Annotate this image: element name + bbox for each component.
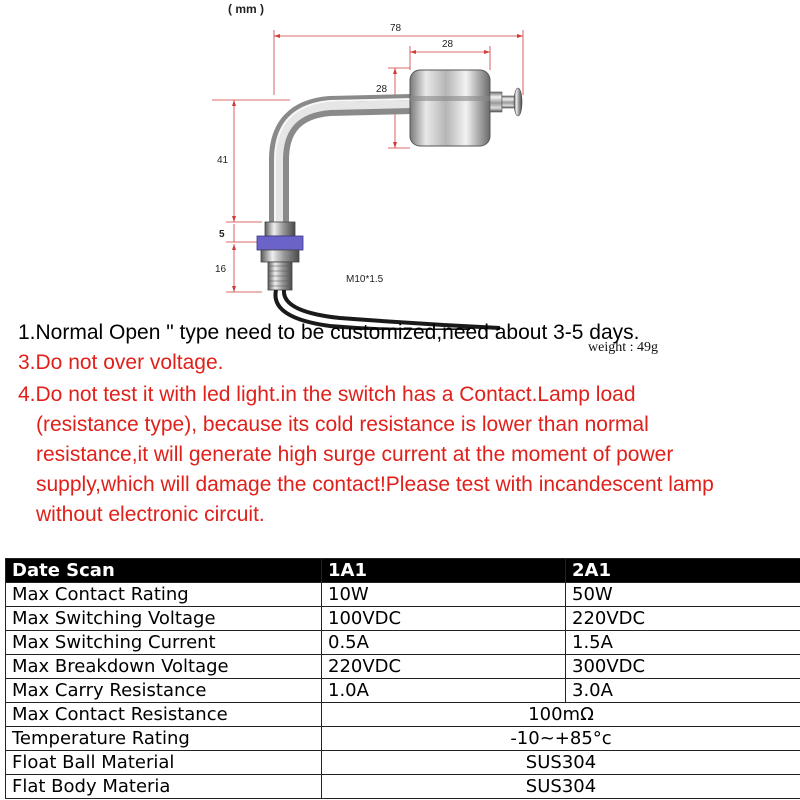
dim-total-length: 78 bbox=[390, 23, 402, 34]
cell-2a1: 1.5A bbox=[566, 631, 800, 655]
cell-2a1: 50W bbox=[566, 583, 800, 607]
cell-2a1: 220VDC bbox=[566, 607, 800, 631]
cell-1a1: 10W bbox=[322, 583, 566, 607]
row-label: Max Contact Resistance bbox=[6, 703, 322, 727]
note-line-7: without electronic circuit. bbox=[36, 503, 265, 526]
unit-label: ( mm ) bbox=[228, 2, 264, 16]
row-label: Max Carry Resistance bbox=[6, 679, 322, 703]
row-label: Max Switching Current bbox=[6, 631, 322, 655]
row-label: Max Switching Voltage bbox=[6, 607, 322, 631]
table-row bbox=[6, 727, 800, 751]
table-header-row bbox=[6, 559, 800, 583]
note-line-1: 1.Normal Open " type need to be customized,need about 3-5 days. bbox=[18, 321, 640, 344]
cell-1a1: 100VDC bbox=[322, 607, 566, 631]
cell-2a1: 3.0A bbox=[566, 679, 800, 703]
dim-gap: 5 bbox=[219, 229, 225, 240]
note-line-3: 4.Do not test it with led light.in the switch has a Contact.Lamp load bbox=[18, 383, 636, 406]
note-line-2: 3.Do not over voltage. bbox=[18, 351, 224, 374]
table-row bbox=[6, 655, 800, 679]
dim-thread-length: 16 bbox=[215, 264, 227, 275]
dim-float-length: 28 bbox=[442, 39, 454, 50]
table-row bbox=[6, 583, 800, 607]
row-label: Max Breakdown Voltage bbox=[6, 655, 322, 679]
table-row bbox=[6, 751, 800, 775]
note-line-6: supply,which will damage the contact!Please test with incandescent lamp bbox=[36, 473, 714, 496]
dim-float-diameter: 28 bbox=[376, 84, 388, 95]
cell-1a1: 220VDC bbox=[322, 655, 566, 679]
cell-2a1: 300VDC bbox=[566, 655, 800, 679]
merged-cell: SUS304 bbox=[322, 751, 800, 775]
merged-cell: -10~+85°c bbox=[322, 727, 800, 751]
row-label: Float Ball Material bbox=[6, 751, 322, 775]
stem-tube-icon bbox=[279, 104, 412, 222]
note-line-4: (resistance type), because its cold resistance is lower than normal bbox=[36, 413, 649, 436]
mount-nut-icon bbox=[257, 222, 303, 290]
row-label: Temperature Rating bbox=[6, 727, 322, 751]
row-label: Max Contact Rating bbox=[6, 583, 322, 607]
cell-1a1: 0.5A bbox=[322, 631, 566, 655]
table-row bbox=[6, 703, 800, 727]
weight-label: weight : 49g bbox=[588, 340, 658, 355]
header-cell: 1A1 bbox=[322, 559, 566, 583]
merged-cell: SUS304 bbox=[322, 775, 800, 799]
table-row bbox=[6, 679, 800, 703]
table-row bbox=[6, 775, 800, 799]
table-row bbox=[6, 607, 800, 631]
spec-table bbox=[5, 558, 800, 799]
float-ball-icon bbox=[410, 70, 522, 146]
row-label: Flat Body Materia bbox=[6, 775, 322, 799]
product-diagram bbox=[0, 0, 800, 330]
dim-vertical: 41 bbox=[217, 155, 229, 166]
note-line-5: resistance,it will generate high surge current at the moment of power bbox=[36, 443, 674, 466]
merged-cell: 100mΩ bbox=[322, 703, 800, 727]
cell-1a1: 1.0A bbox=[322, 679, 566, 703]
table-row bbox=[6, 631, 800, 655]
header-cell: Date Scan bbox=[6, 559, 322, 583]
dim-thread-spec: M10*1.5 bbox=[346, 274, 384, 285]
header-cell: 2A1 bbox=[566, 559, 800, 583]
notes-section bbox=[0, 318, 800, 533]
